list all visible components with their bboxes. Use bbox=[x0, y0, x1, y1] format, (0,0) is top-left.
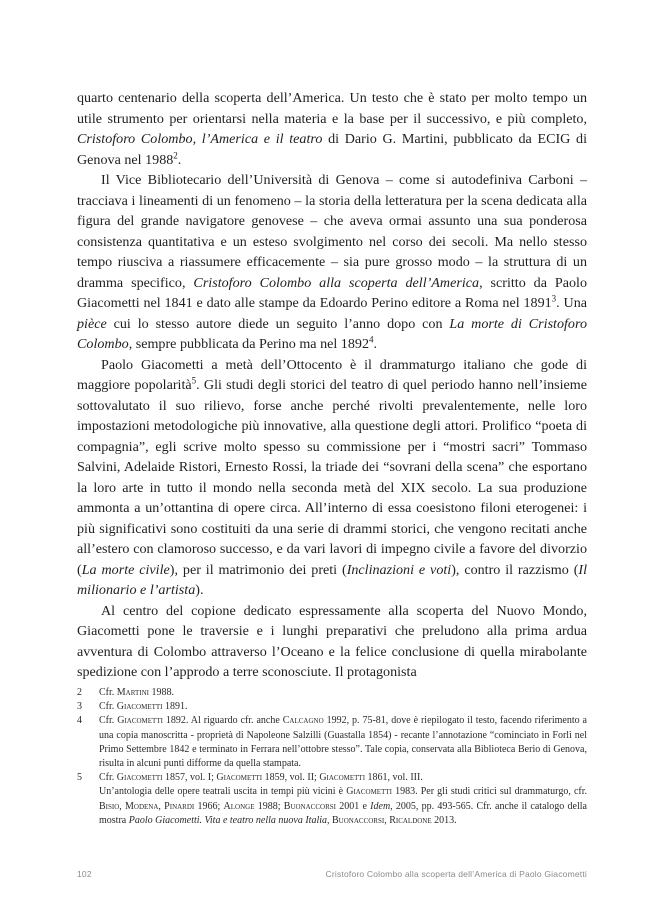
italic-title: Inclinazioni e voti bbox=[346, 561, 452, 578]
footnotes bbox=[77, 686, 587, 828]
text-run: ), contro il razzismo ( bbox=[451, 561, 579, 578]
text-run: ). bbox=[195, 582, 204, 598]
text-run: 1988. bbox=[148, 687, 174, 698]
italic-title: La morte civile bbox=[81, 561, 170, 578]
footnote-text bbox=[99, 686, 587, 700]
italic-title: Cristoforo Colombo alla scoperta dell’America bbox=[193, 274, 480, 291]
italic-title: pièce bbox=[77, 315, 107, 332]
author-name: Martini bbox=[116, 687, 149, 698]
footnote-ref: 2 bbox=[173, 149, 178, 160]
text-run: di Dario G. Martini, pubblicato da ECIG di Genova nel 1988 bbox=[77, 131, 587, 168]
text-run: 1859, vol. II; bbox=[262, 772, 320, 784]
footnote-number: 3 bbox=[77, 701, 82, 713]
footnote-number: 2 bbox=[77, 687, 82, 698]
footnote-ref: 4 bbox=[369, 334, 374, 345]
footnote-2 bbox=[77, 686, 587, 700]
text-run: . Gli studi degli storici del teatro di quel periodo hanno nell’insieme sottovalutato il suo rilievo, forse anche perché rivolti prevalentemente, nelle loro impostazioni metodologiche più innovative, alla questione degli attori. Prolifico “poeta di compagnia”, egli scrive molto spesso su commissione per i “mostri sacri” Tommaso Salvini, Adelaide Ristori, Ernesto Rossi, la triade dei “sovrani della scena” che esportano la loro arte in tutto il mondo nella seconda metà del XIX secolo. La sua produzione ammonta a un’ottantina di opere circa. All’interno di essa coesistono filoni eterogenei: i più significativi sono costituiti da una serie di drammi storici, che vengono recitati anche all’estero con clamoroso successo, e da vari lavori di impegno civile a favore del divorzio ( bbox=[77, 377, 587, 578]
footnote-5-continuation bbox=[77, 785, 587, 828]
text-run: 1988; bbox=[254, 800, 284, 812]
author-name: Buonaccorsi bbox=[283, 800, 336, 812]
paragraph bbox=[77, 355, 587, 601]
author-name: Calcagno bbox=[282, 715, 324, 727]
text-run: 2001 e bbox=[335, 800, 371, 812]
footnote-ref: 5 bbox=[191, 375, 197, 386]
main-text bbox=[77, 88, 587, 683]
text-run: quarto centenario della scoperta dell’America. Un testo che è stato per molto tempo un utile strumento per orientarsi nella materia e la base per il successivo, e più completo, bbox=[77, 90, 587, 127]
italic-title: Cristoforo Colombo, l’America e il teatro bbox=[77, 131, 323, 147]
author-name: Giacometti bbox=[116, 701, 163, 713]
text-run: 2013. bbox=[431, 814, 457, 826]
text-run: 1891. bbox=[162, 701, 188, 713]
footnote-number: 5 bbox=[77, 772, 82, 784]
paragraph bbox=[77, 170, 587, 355]
author-name: Giacometti bbox=[116, 772, 163, 784]
italic-title: Paolo Giacometti. Vita e teatro nella nuova Italia bbox=[128, 814, 328, 826]
author-name: Giacometti bbox=[216, 772, 263, 784]
text-run: Cfr. bbox=[99, 687, 117, 698]
author-name: Giacometti bbox=[346, 786, 392, 798]
author-name: Giacometti bbox=[117, 715, 163, 727]
footnote-text bbox=[99, 714, 587, 771]
page-number: 102 bbox=[77, 869, 92, 879]
text-run: cui lo stesso autore diede un seguito l’anno dopo con bbox=[106, 315, 450, 332]
paragraph bbox=[77, 88, 587, 170]
text-run: 1892. Al riguardo cfr. anche bbox=[162, 715, 283, 727]
text-run: 1861, vol. III. bbox=[365, 772, 423, 784]
text-run: . Una bbox=[556, 295, 588, 311]
running-title: Cristoforo Colombo alla scoperta dell’America di Paolo Giacometti bbox=[325, 869, 587, 879]
text-run: 1966; bbox=[194, 800, 224, 812]
italic-title: Il milionario e l’artista bbox=[77, 561, 588, 598]
footnote-3 bbox=[77, 700, 587, 714]
text-run: Cfr. bbox=[99, 701, 117, 713]
footnote-number: 4 bbox=[77, 715, 82, 727]
paragraph bbox=[77, 601, 587, 683]
footnote-5 bbox=[77, 771, 587, 785]
text-run: Il Vice Bibliotecario dell’Università di Genova – come si autodefiniva Carboni – tracciava i lineamenti di un fenomeno – la storia della letteratura per la scena dedicata alla figura del grande navigatore genovese – che aveva ormai assunto una sua ponderosa consistenza quantitativa e un esteso svolgimento nel corso dei secoli. Ma nello stesso tempo riusciva a riassumere efficacemente – sia pure grosso modo – la struttura di un dramma specifico, bbox=[77, 172, 587, 291]
footnote-ref: 3 bbox=[551, 293, 557, 304]
footnote-text bbox=[99, 700, 587, 714]
text-run: Paolo Giacometti a metà dell’Ottocento è il drammaturgo italiano che gode di maggiore popolarità bbox=[77, 356, 587, 393]
text-run: Al centro del copione dedicato espressamente alla scoperta del Nuovo Mondo, Giacometti pone le traversie e i lunghi preparativi che preludono alla prima ardua avventura di Colombo attraverso l’Oceano e la felice conclusione di quella mirabolante spedizione con l’approdo a terre sconosciute. Il protagonista bbox=[77, 602, 587, 680]
footnote-4 bbox=[77, 714, 587, 771]
author-name: Alonge bbox=[223, 800, 255, 812]
text-run: 1983. Per gli studi critici sul drammaturgo, cfr. bbox=[391, 786, 587, 798]
text-run: , bbox=[327, 814, 333, 826]
text-run: Cfr. bbox=[99, 772, 117, 784]
footnote-text bbox=[99, 771, 587, 785]
text-run: , sempre pubblicata da Perino ma nel 1892 bbox=[128, 336, 369, 352]
text-run: ), per il matrimonio dei preti ( bbox=[169, 561, 347, 578]
italic-title: Idem bbox=[370, 800, 391, 812]
text-run: . bbox=[373, 336, 378, 352]
text-run: . bbox=[177, 151, 182, 168]
text-run: , scritto da Paolo Giacometti nel 1841 e dato alle stampe da Edoardo Perino editore a Roma nel 1891 bbox=[77, 274, 587, 311]
italic-title: La morte di Cristoforo Colombo bbox=[77, 315, 587, 352]
author-name: Buonaccorsi, Ricaldone bbox=[332, 814, 432, 826]
author-name: Bisio, Modena, Pinardi bbox=[99, 800, 195, 812]
text-run: 1992, p. 75-81, dove è riepilogato il testo, facendo riferimento a una copia manoscritta - proprietà di Napoleone Salzilli (Guastalla 1854) - recante l’annotazione “cominciato in Forlì nel Primo Settembre 1842 e terminato in Ferrara nell’ottobre stesso”. Tale copia, conservata alla Biblioteca Berio di Genova, risulta in alcuni punti difforme da quella stampata. bbox=[99, 715, 587, 770]
text-run: Un’antologia delle opere teatrali uscita in tempi più vicini è bbox=[99, 786, 347, 798]
text-run: 1857, vol. I; bbox=[162, 772, 217, 784]
text-run: , 2005, pp. 493-565. Cfr. anche il catalogo della mostra bbox=[99, 800, 587, 826]
author-name: Giacometti bbox=[319, 772, 366, 784]
text-run: Cfr. bbox=[99, 715, 118, 727]
